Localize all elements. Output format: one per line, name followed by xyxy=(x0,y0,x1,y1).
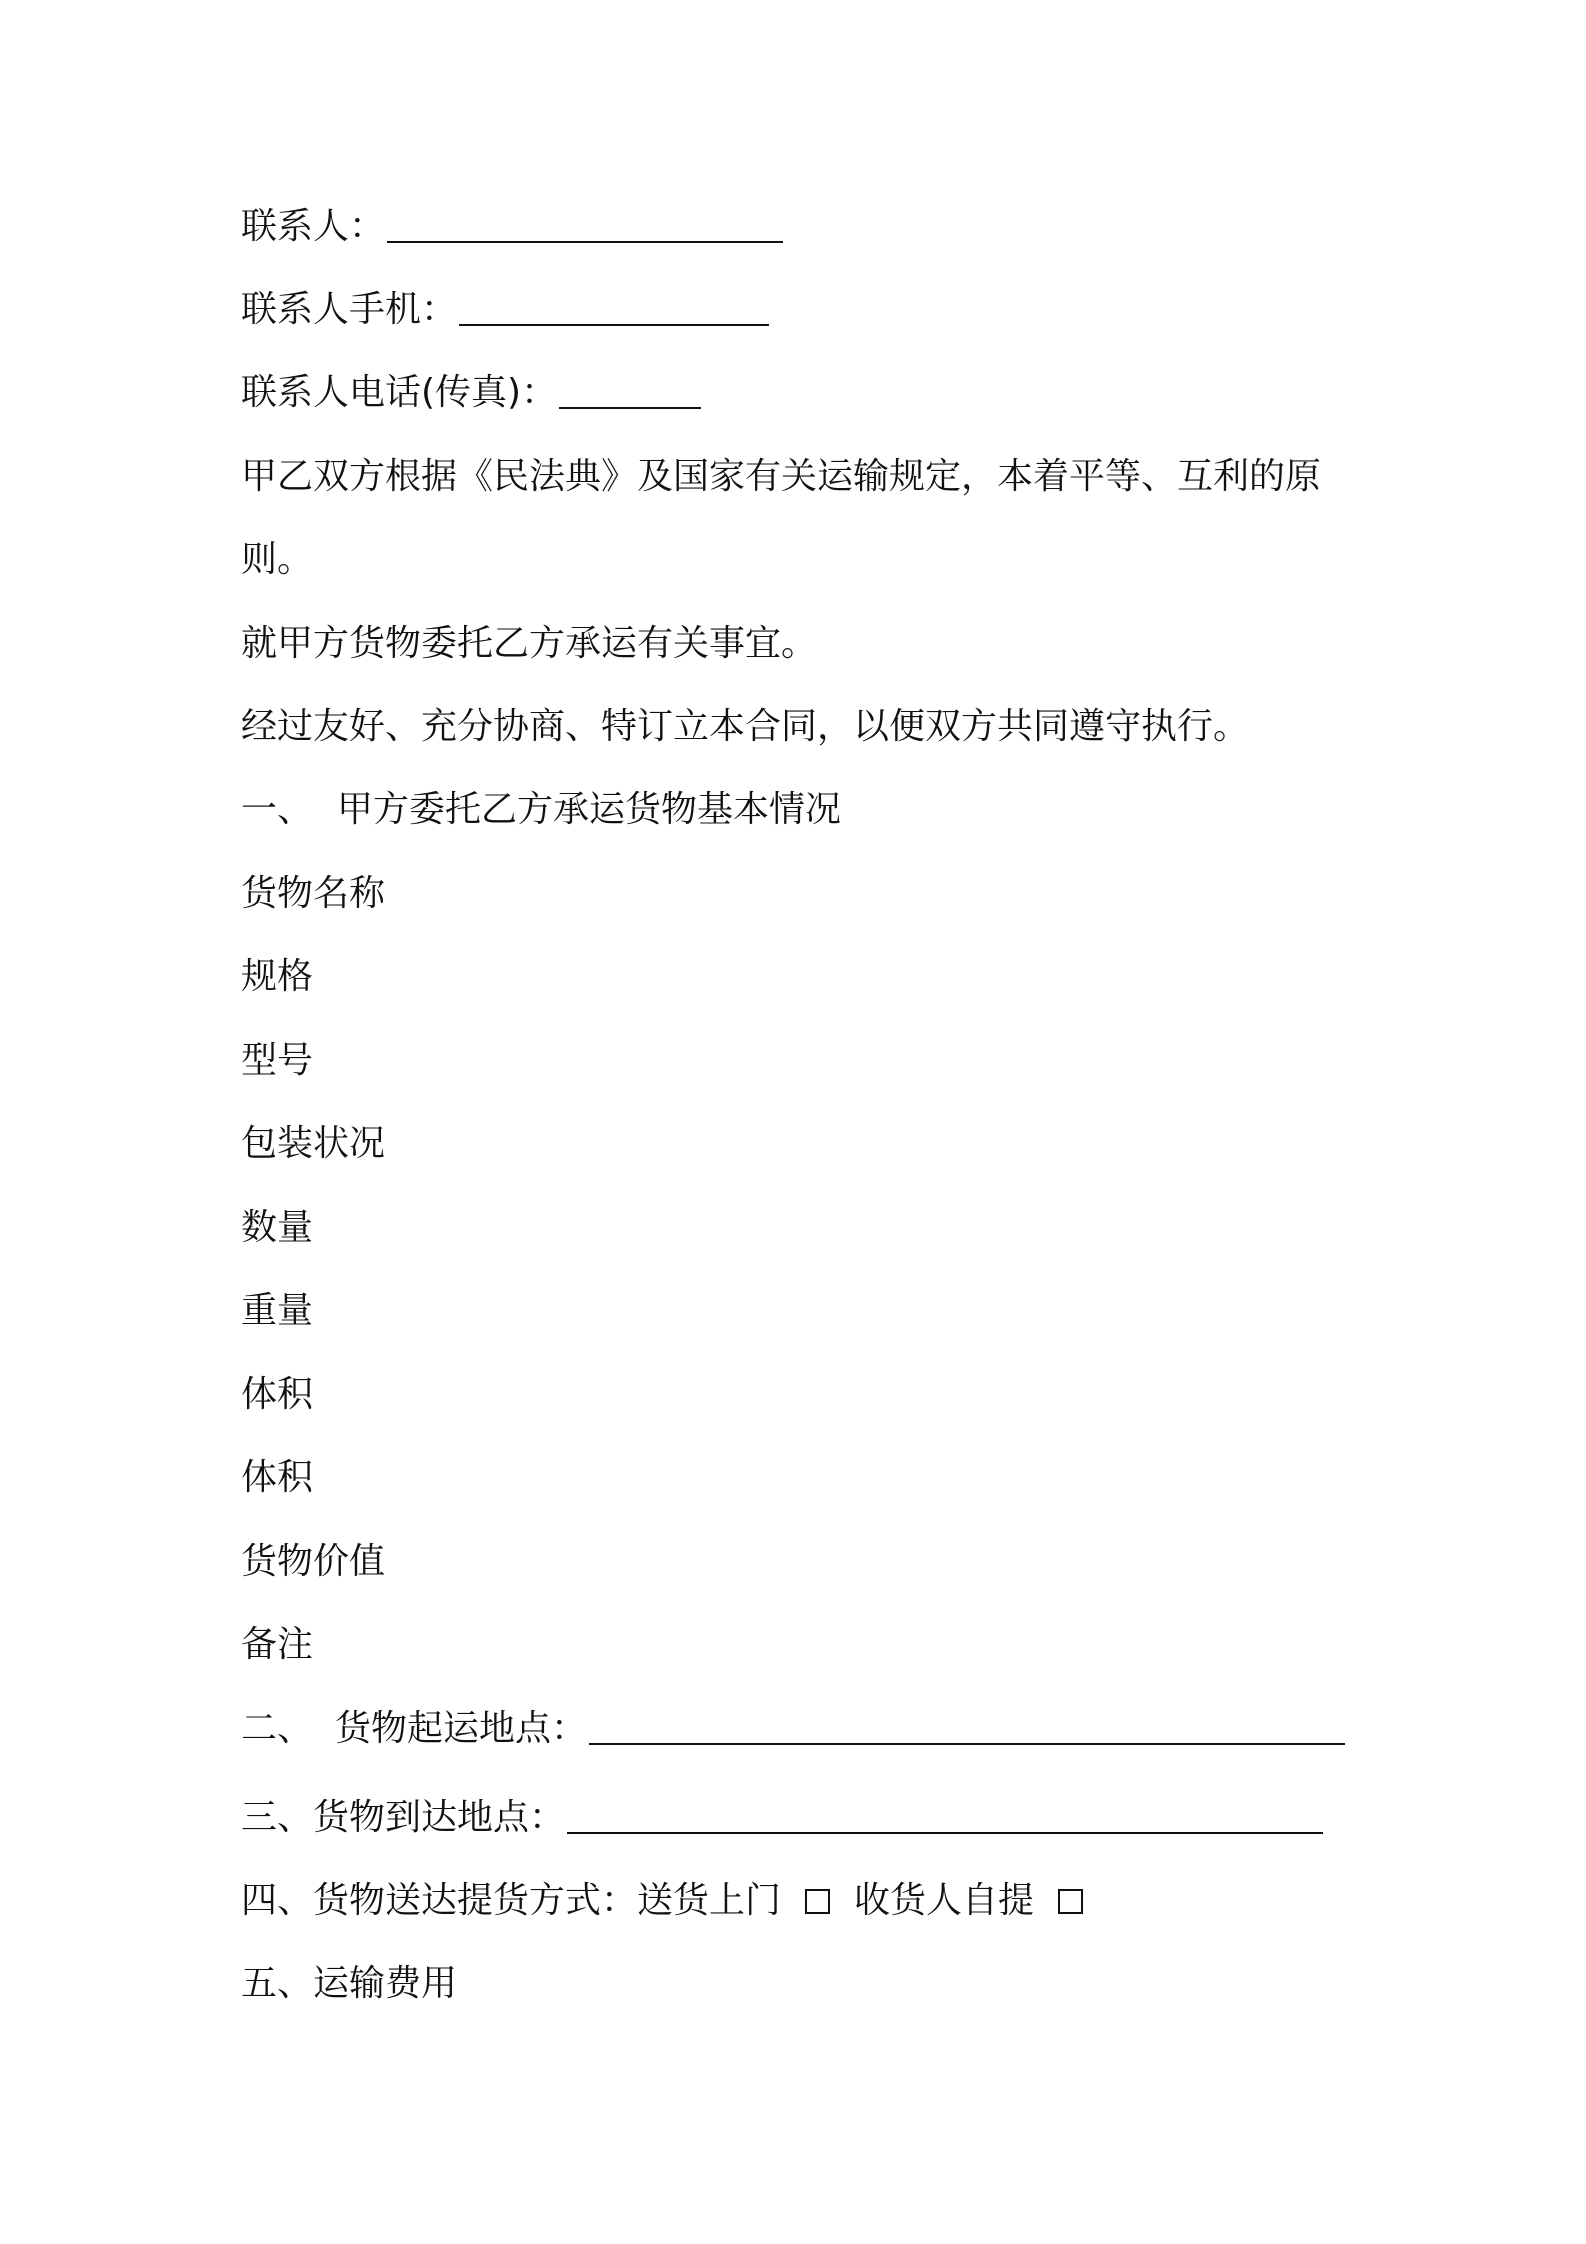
section-2-number: 二、 xyxy=(241,1708,314,1749)
goods-item-volume: 体积 xyxy=(241,1374,314,1415)
contact-person-blank xyxy=(387,211,783,243)
delivery-option-self-pickup: 收货人自提 xyxy=(854,1880,1035,1921)
origin-address-blank xyxy=(589,1713,1345,1745)
intro-paragraph-1-line-1: 甲乙双方根据《民法典》及国家有关运输规定，本着平等、互利的原 xyxy=(241,456,1322,497)
section-4-label: 四、货物送达提货方式： xyxy=(241,1880,638,1921)
delivery-option-door: 送货上门 xyxy=(637,1880,782,1921)
section-1-number: 一、 xyxy=(241,789,314,830)
contact-mobile-label: 联系人手机： xyxy=(241,289,458,330)
contact-mobile-blank xyxy=(459,294,769,326)
contact-person-label: 联系人： xyxy=(241,206,386,247)
section-3-label: 三、货物到达地点： xyxy=(241,1797,566,1838)
intro-paragraph-2: 就甲方货物委托乙方承运有关事宜。 xyxy=(241,623,818,664)
contact-person-line xyxy=(241,203,783,251)
goods-item-packaging: 包装状况 xyxy=(241,1123,386,1164)
goods-item-model: 型号 xyxy=(241,1040,314,1081)
section-1-title: 甲方委托乙方承运货物基本情况 xyxy=(337,789,842,830)
intro-paragraph-3: 经过友好、充分协商、特订立本合同，以便双方共同遵守执行。 xyxy=(241,706,1250,747)
goods-item-remarks: 备注 xyxy=(241,1624,314,1665)
goods-item-weight: 重量 xyxy=(241,1290,314,1331)
goods-item-quantity: 数量 xyxy=(241,1207,314,1248)
section-3-line xyxy=(241,1794,1323,1842)
section-2-line xyxy=(241,1705,1345,1753)
section-1-heading xyxy=(241,786,841,834)
contact-phone-fax-blank xyxy=(559,377,701,409)
section-5-heading: 五、运输费用 xyxy=(241,1963,458,2004)
goods-item-value: 货物价值 xyxy=(241,1541,386,1582)
goods-item-spec: 规格 xyxy=(241,956,314,997)
self-pickup-checkbox[interactable] xyxy=(1058,1889,1083,1914)
door-delivery-checkbox[interactable] xyxy=(805,1889,830,1914)
section-4-line xyxy=(241,1877,1107,1925)
contact-mobile-line xyxy=(241,286,769,334)
section-2-label: 货物起运地点： xyxy=(335,1708,588,1749)
destination-address-blank xyxy=(567,1802,1323,1834)
goods-item-volume-2: 体积 xyxy=(241,1457,314,1498)
contact-phone-fax-line xyxy=(241,369,701,417)
contact-phone-fax-label: 联系人电话(传真)： xyxy=(241,372,558,413)
intro-paragraph-1-line-2: 则。 xyxy=(241,539,314,580)
goods-item-name: 货物名称 xyxy=(241,873,386,914)
